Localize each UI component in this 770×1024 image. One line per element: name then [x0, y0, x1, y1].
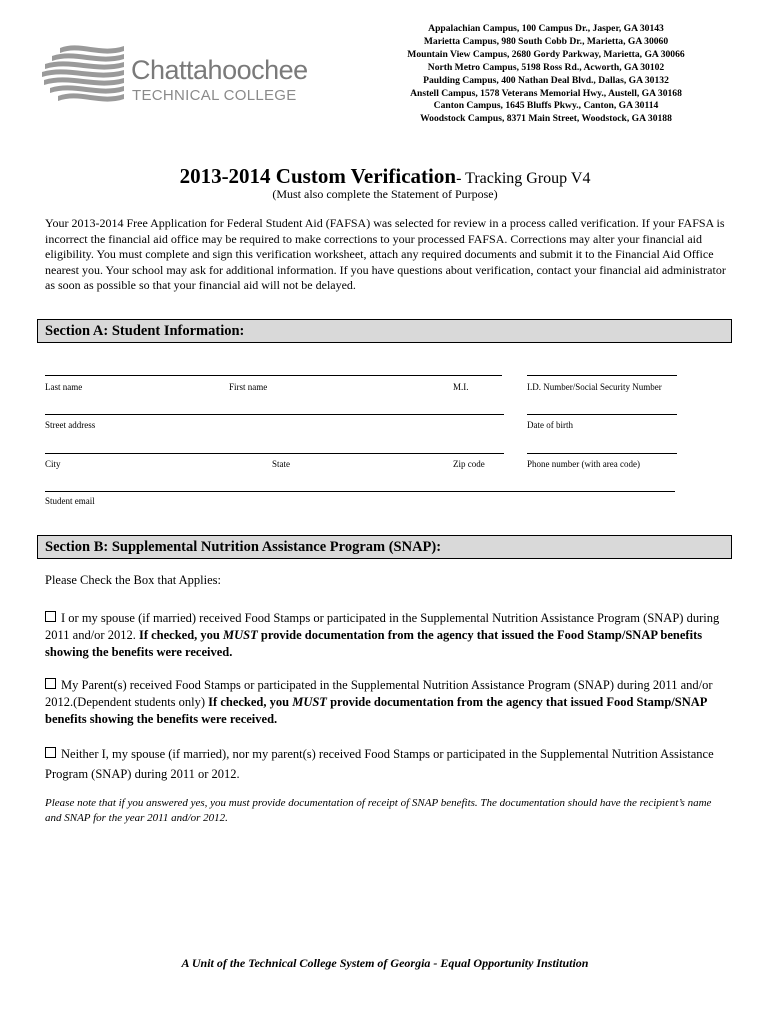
label-date-of-birth: Date of birth	[527, 420, 573, 430]
college-logo	[40, 40, 310, 120]
section-a-heading: Section A: Student Information:	[37, 319, 732, 343]
street-address-line[interactable]	[45, 414, 504, 415]
checkbox-parents-snap[interactable]	[45, 678, 56, 689]
campus-address: Anstell Campus, 1578 Veterans Memorial Hwy., Austell, GA 30168	[410, 87, 682, 99]
label-mi: M.I.	[453, 382, 469, 392]
label-street-address: Street address	[45, 420, 96, 430]
campus-address-list	[381, 23, 711, 126]
snap-documentation-note: Please note that if you answered yes, you must provide documentation of receipt of SNAP benefits. The documentation should have the recipient’s name and SNAP for the year 2011 and/or 2012.	[45, 797, 712, 824]
label-student-email: Student email	[45, 496, 95, 506]
campus-address: Woodstock Campus, 8371 Main Street, Woodstock, GA 30188	[420, 113, 672, 125]
id-number-line[interactable]	[527, 375, 677, 376]
city-state-zip-line[interactable]	[45, 453, 504, 454]
intro-paragraph: Your 2013-2014 Free Application for Federal Student Aid (FAFSA) was selected for review in a process called verification. If your FAFSA is incorrect the financial aid office may be required to make corrections to your processed FAFSA. Corrections may alter your financial aid eligibility. You must complete and sign this verification worksheet, attach any required documents and submit it to the Financial Aid Office nearest you. Your school may ask for additional information. If you have questions about verification, contact your financial aid administrator as soon as possible so that your financial aid will not be delayed.	[45, 216, 726, 293]
logo-college-name: Chattahoochee	[131, 55, 308, 85]
phone-number-line[interactable]	[527, 453, 677, 454]
label-id-number: I.D. Number/Social Security Number	[527, 382, 662, 392]
campus-address: Appalachian Campus, 100 Campus Dr., Jasper, GA 30143	[428, 23, 664, 34]
student-email-line[interactable]	[45, 491, 675, 492]
label-phone-number: Phone number (with area code)	[527, 459, 640, 469]
campus-address: North Metro Campus, 5198 Ross Rd., Acworth, GA 30102	[427, 61, 665, 73]
campus-address: Paulding Campus, 400 Nathan Deal Blvd., Dallas, GA 30132	[423, 74, 669, 86]
checkbox-neither-snap[interactable]	[45, 747, 56, 758]
label-state: State	[272, 459, 290, 469]
checkbox-self-snap[interactable]	[45, 611, 56, 622]
label-city: City	[45, 459, 61, 469]
snap-option-neither: Neither I, my spouse (if married), nor my parent(s) received Food Stamps or participated in the Supplemental Nutrition Assistance Program (SNAP) during 2011 or 2012.	[45, 747, 714, 781]
document-title	[0, 164, 770, 189]
document-subtitle: (Must also complete the Statement of Purpose)	[272, 187, 498, 201]
label-zip-code: Zip code	[453, 459, 485, 469]
section-b-heading: Section B: Supplemental Nutrition Assistance Program (SNAP):	[37, 535, 732, 559]
title-tracking-group: - Tracking Group V4	[456, 170, 591, 187]
label-last-name: Last name	[45, 382, 83, 392]
snap-instruction: Please Check the Box that Applies:	[45, 573, 222, 587]
label-first-name: First name	[229, 382, 268, 392]
campus-address: Canton Campus, 1645 Bluffs Pkwy., Canton, GA 30114	[433, 100, 659, 112]
snap-option-parents: My Parent(s) received Food Stamps or participated in the Supplemental Nutrition Assistance Program (SNAP) during 2011 and/or 2012.(Dependent students only) If checked, you MUST provide documentation from the agency that issued Food Stamp/SNAP benefits showing the benefits were received.	[45, 678, 713, 726]
name-line[interactable]	[45, 375, 502, 376]
wave-flag-icon	[40, 40, 130, 120]
campus-address: Marietta Campus, 980 South Cobb Dr., Marietta, GA 30060	[423, 35, 669, 47]
snap-option-self: I or my spouse (if married) received Food Stamps or participated in the Supplemental Nutrition Assistance Program (SNAP) during 2011 and/or 2012. If checked, you MUST provide documentation from the agency that issued the Food Stamp/SNAP benefits showing the benefits were received.	[45, 611, 720, 659]
logo-college-subtitle: TECHNICAL COLLEGE	[132, 87, 297, 104]
footer-text: A Unit of the Technical College System of Georgia - Equal Opportunity Institution	[181, 956, 589, 970]
date-of-birth-line[interactable]	[527, 414, 677, 415]
campus-address: Mountain View Campus, 2680 Gordy Parkway, Marietta, GA 30066	[407, 48, 685, 60]
title-main: 2013-2014 Custom Verification	[179, 164, 457, 188]
